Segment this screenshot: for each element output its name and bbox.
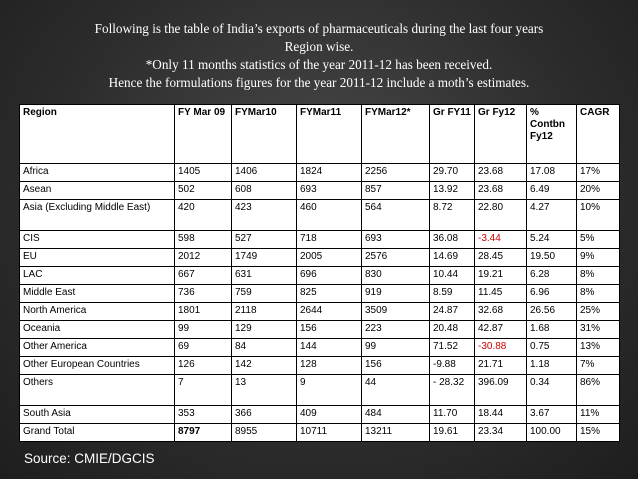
table-cell: Other America bbox=[20, 339, 175, 357]
table-cell: 631 bbox=[232, 267, 297, 285]
table-row bbox=[20, 231, 620, 249]
exports-table bbox=[19, 104, 620, 442]
table-row bbox=[20, 424, 620, 442]
table-cell: 7% bbox=[577, 357, 620, 375]
table-cell: 825 bbox=[297, 285, 362, 303]
table-cell: 693 bbox=[362, 231, 430, 249]
table-cell: 502 bbox=[175, 182, 232, 200]
table-row bbox=[20, 267, 620, 285]
table-cell: 2644 bbox=[297, 303, 362, 321]
table-cell: 2576 bbox=[362, 249, 430, 267]
column-header: Gr Fy12 bbox=[475, 105, 527, 164]
table-cell: 23.68 bbox=[475, 164, 527, 182]
table-row bbox=[20, 303, 620, 321]
table-cell: 11% bbox=[577, 406, 620, 424]
heading-line-3: *Only 11 months statistics of the year 2011-12 has been received. bbox=[145, 57, 493, 72]
table-cell: 5.24 bbox=[527, 231, 577, 249]
table-cell: 86% bbox=[577, 375, 620, 406]
table-cell: 26.56 bbox=[527, 303, 577, 321]
table-cell: 17.08 bbox=[527, 164, 577, 182]
table-cell: 8797 bbox=[175, 424, 232, 442]
table-cell: 1824 bbox=[297, 164, 362, 182]
table-cell: 20.48 bbox=[430, 321, 475, 339]
table-cell: 1.68 bbox=[527, 321, 577, 339]
table-cell: 693 bbox=[297, 182, 362, 200]
table-cell: 3509 bbox=[362, 303, 430, 321]
table-cell: 8955 bbox=[232, 424, 297, 442]
table-cell: 22.80 bbox=[475, 200, 527, 231]
table-cell: 21.71 bbox=[475, 357, 527, 375]
table-cell: - 28.32 bbox=[430, 375, 475, 406]
table-cell: 3.67 bbox=[527, 406, 577, 424]
table-cell: 608 bbox=[232, 182, 297, 200]
table-cell: 71.52 bbox=[430, 339, 475, 357]
table-cell: -9.88 bbox=[430, 357, 475, 375]
table-cell: 156 bbox=[362, 357, 430, 375]
table-cell: Middle East bbox=[20, 285, 175, 303]
table-cell: 2118 bbox=[232, 303, 297, 321]
table-cell: 527 bbox=[232, 231, 297, 249]
table-row bbox=[20, 182, 620, 200]
table-cell: 5% bbox=[577, 231, 620, 249]
slide-heading bbox=[10, 20, 628, 92]
table-cell: 69 bbox=[175, 339, 232, 357]
table-cell: 129 bbox=[232, 321, 297, 339]
table-cell: 18.44 bbox=[475, 406, 527, 424]
table-cell: 223 bbox=[362, 321, 430, 339]
table-cell: 8% bbox=[577, 285, 620, 303]
table-cell: CIS bbox=[20, 231, 175, 249]
table-row bbox=[20, 285, 620, 303]
table-cell: Grand Total bbox=[20, 424, 175, 442]
exports-table-container bbox=[19, 104, 619, 442]
table-cell: 0.75 bbox=[527, 339, 577, 357]
table-cell: 857 bbox=[362, 182, 430, 200]
table-cell: Oceania bbox=[20, 321, 175, 339]
table-cell: 13.92 bbox=[430, 182, 475, 200]
table-cell: 156 bbox=[297, 321, 362, 339]
table-cell: 2005 bbox=[297, 249, 362, 267]
table-cell: 353 bbox=[175, 406, 232, 424]
table-cell: 126 bbox=[175, 357, 232, 375]
table-cell: Others bbox=[20, 375, 175, 406]
heading-line-1: Following is the table of India’s exports of pharmaceuticals during the last four years bbox=[94, 21, 544, 36]
table-row bbox=[20, 200, 620, 231]
table-cell: 19.61 bbox=[430, 424, 475, 442]
table-cell: 44 bbox=[362, 375, 430, 406]
table-cell: 396.09 bbox=[475, 375, 527, 406]
table-cell: 13% bbox=[577, 339, 620, 357]
table-cell: 20% bbox=[577, 182, 620, 200]
table-cell: 1.18 bbox=[527, 357, 577, 375]
heading-line-2: Region wise. bbox=[284, 39, 354, 54]
table-cell: 1749 bbox=[232, 249, 297, 267]
table-cell: 409 bbox=[297, 406, 362, 424]
column-header: FYMar11 bbox=[297, 105, 362, 164]
table-cell: 11.70 bbox=[430, 406, 475, 424]
table-cell: 42.87 bbox=[475, 321, 527, 339]
table-cell: 484 bbox=[362, 406, 430, 424]
table-cell: 142 bbox=[232, 357, 297, 375]
table-cell: Asean bbox=[20, 182, 175, 200]
table-cell: 759 bbox=[232, 285, 297, 303]
table-cell: 29.70 bbox=[430, 164, 475, 182]
table-cell: North America bbox=[20, 303, 175, 321]
table-row bbox=[20, 357, 620, 375]
table-cell: South Asia bbox=[20, 406, 175, 424]
table-body bbox=[20, 164, 620, 442]
table-cell: 2012 bbox=[175, 249, 232, 267]
table-cell: 10% bbox=[577, 200, 620, 231]
table-cell: 19.21 bbox=[475, 267, 527, 285]
table-cell: Africa bbox=[20, 164, 175, 182]
table-header-row bbox=[20, 105, 620, 164]
table-row bbox=[20, 164, 620, 182]
table-cell: 1405 bbox=[175, 164, 232, 182]
table-cell: 23.68 bbox=[475, 182, 527, 200]
table-cell: 144 bbox=[297, 339, 362, 357]
column-header: FYMar12* bbox=[362, 105, 430, 164]
column-header: FY Mar 09 bbox=[175, 105, 232, 164]
table-cell: 0.34 bbox=[527, 375, 577, 406]
table-cell: 667 bbox=[175, 267, 232, 285]
table-cell: 10711 bbox=[297, 424, 362, 442]
table-cell: 420 bbox=[175, 200, 232, 231]
table-cell: LAC bbox=[20, 267, 175, 285]
table-row bbox=[20, 321, 620, 339]
table-cell: 19.50 bbox=[527, 249, 577, 267]
table-cell: 919 bbox=[362, 285, 430, 303]
table-cell: 11.45 bbox=[475, 285, 527, 303]
table-row bbox=[20, 406, 620, 424]
table-cell: 28.45 bbox=[475, 249, 527, 267]
table-cell: 1406 bbox=[232, 164, 297, 182]
table-cell: 13211 bbox=[362, 424, 430, 442]
table-cell: 9 bbox=[297, 375, 362, 406]
table-cell: 718 bbox=[297, 231, 362, 249]
table-row bbox=[20, 249, 620, 267]
heading-line-4: Hence the formulations figures for the year 2011-12 include a moth’s estimates. bbox=[108, 75, 530, 90]
table-cell: 2256 bbox=[362, 164, 430, 182]
table-cell: 84 bbox=[232, 339, 297, 357]
table-cell: 8% bbox=[577, 267, 620, 285]
table-cell: 366 bbox=[232, 406, 297, 424]
table-cell: 8.72 bbox=[430, 200, 475, 231]
source-note: Source: CMIE/DGCIS bbox=[24, 451, 155, 466]
table-row bbox=[20, 339, 620, 357]
table-cell: 696 bbox=[297, 267, 362, 285]
table-cell: 4.27 bbox=[527, 200, 577, 231]
table-cell: 6.49 bbox=[527, 182, 577, 200]
table-cell: 598 bbox=[175, 231, 232, 249]
table-cell: -3.44 bbox=[475, 231, 527, 249]
table-cell: 24.87 bbox=[430, 303, 475, 321]
column-header: Region bbox=[20, 105, 175, 164]
column-header: % Contbn Fy12 bbox=[527, 105, 577, 164]
table-cell: 830 bbox=[362, 267, 430, 285]
table-cell: 99 bbox=[362, 339, 430, 357]
table-cell: 128 bbox=[297, 357, 362, 375]
table-cell: 1801 bbox=[175, 303, 232, 321]
table-cell: 564 bbox=[362, 200, 430, 231]
table-cell: 31% bbox=[577, 321, 620, 339]
table-cell: -30.88 bbox=[475, 339, 527, 357]
table-cell: 17% bbox=[577, 164, 620, 182]
table-cell: 8.59 bbox=[430, 285, 475, 303]
table-cell: EU bbox=[20, 249, 175, 267]
table-cell: 423 bbox=[232, 200, 297, 231]
column-header: Gr FY11 bbox=[430, 105, 475, 164]
table-cell: 32.68 bbox=[475, 303, 527, 321]
table-cell: 13 bbox=[232, 375, 297, 406]
column-header: CAGR bbox=[577, 105, 620, 164]
table-cell: 736 bbox=[175, 285, 232, 303]
table-cell: Asia (Excluding Middle East) bbox=[20, 200, 175, 231]
table-cell: 6.28 bbox=[527, 267, 577, 285]
table-cell: 99 bbox=[175, 321, 232, 339]
table-cell: 7 bbox=[175, 375, 232, 406]
table-cell: 36.08 bbox=[430, 231, 475, 249]
table-cell: 23.34 bbox=[475, 424, 527, 442]
column-header: FYMar10 bbox=[232, 105, 297, 164]
table-cell: 6.96 bbox=[527, 285, 577, 303]
table-cell: 14.69 bbox=[430, 249, 475, 267]
table-row bbox=[20, 375, 620, 406]
table-cell: 460 bbox=[297, 200, 362, 231]
table-cell: Other European Countries bbox=[20, 357, 175, 375]
table-cell: 9% bbox=[577, 249, 620, 267]
table-cell: 25% bbox=[577, 303, 620, 321]
table-cell: 100.00 bbox=[527, 424, 577, 442]
table-cell: 15% bbox=[577, 424, 620, 442]
table-cell: 10.44 bbox=[430, 267, 475, 285]
